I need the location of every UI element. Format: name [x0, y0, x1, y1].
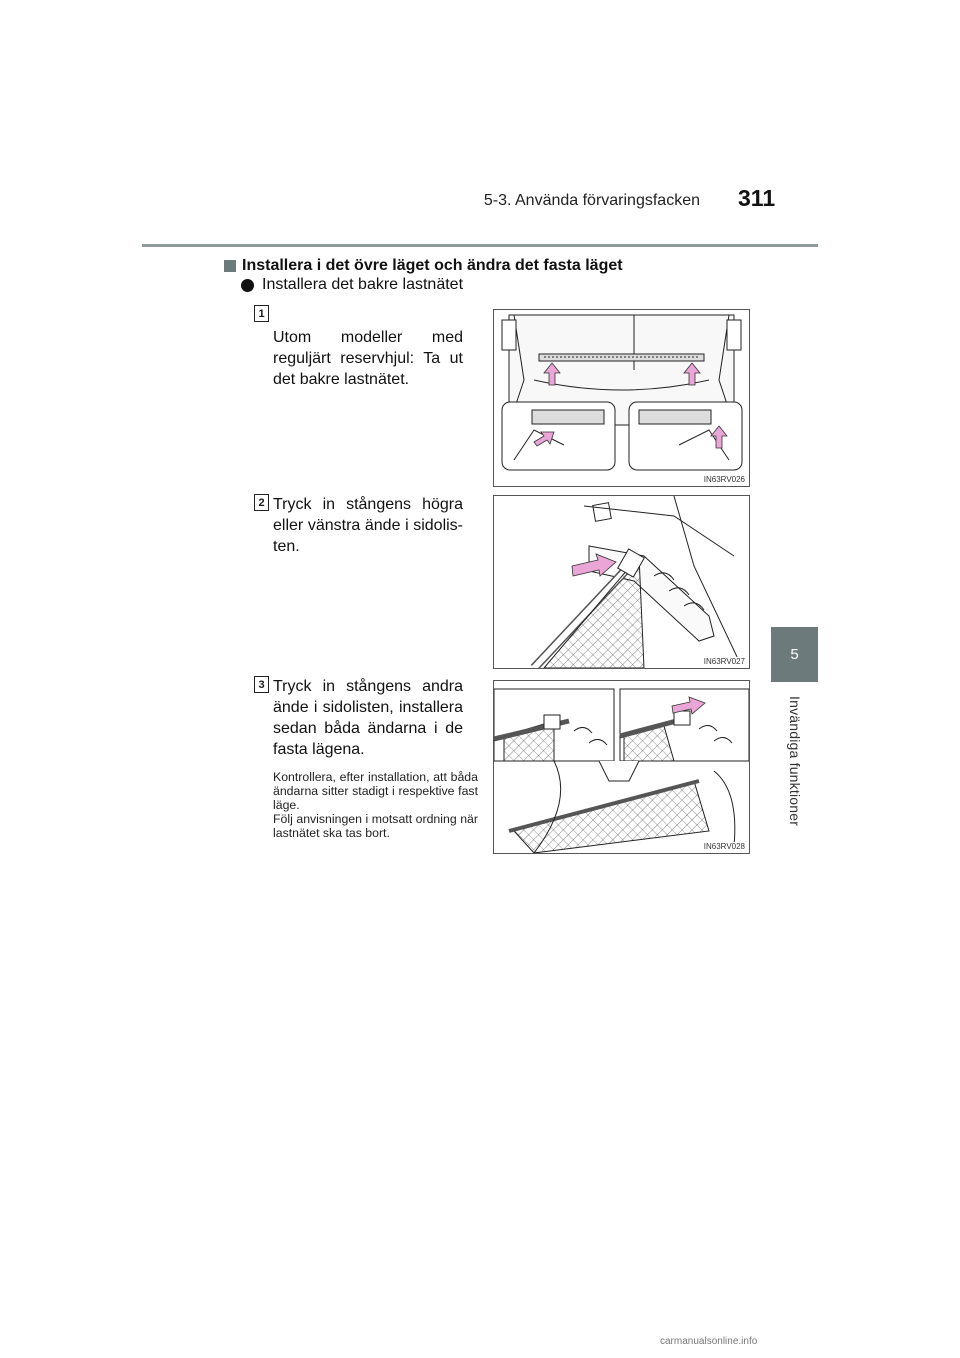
step-text-3: Tryck in stångens andra ände i sidolisten, installera sedan båda ändarna i de fasta lägena.	[273, 678, 463, 758]
section-heading	[224, 257, 623, 275]
step-number-1: 1	[254, 305, 269, 322]
figure-code-2: IN63RV027	[703, 657, 745, 666]
sub-heading	[241, 276, 463, 294]
notes	[273, 770, 478, 840]
header-divider	[142, 244, 818, 247]
step-number-3: 3	[254, 676, 269, 693]
chapter-number: 5	[790, 646, 799, 663]
square-bullet-icon	[224, 260, 236, 272]
chapter-title: Invändiga funktioner	[787, 696, 803, 827]
step-number-2: 2	[254, 494, 269, 511]
circle-bullet-icon	[241, 279, 254, 292]
note-2: Följ anvisningen i motsatt ordning när lastnätet ska tas bort.	[273, 812, 478, 840]
figure-insert-bar-end	[493, 495, 750, 669]
chapter-tab[interactable]	[771, 627, 818, 682]
page-number: 311	[738, 185, 776, 211]
figure-remove-rear-net	[493, 309, 750, 487]
footer-watermark[interactable]: carmanualsonline.info	[660, 1336, 758, 1347]
step-text-2: Tryck in stångens högra eller vänstra ände i sidolis-ten.	[273, 496, 463, 555]
note-1: Kontrollera, efter installation, att båda ändarna sitter stadigt i respektive fast läge.	[273, 770, 478, 812]
figure-fix-both-ends	[493, 680, 750, 854]
figure-code-3: IN63RV028	[703, 842, 745, 851]
figure-code-1: IN63RV026	[703, 475, 745, 484]
sub-heading-text: Installera det bakre lastnätet	[262, 276, 464, 293]
header-section-title: 5-3. Använda förvaringsfacken	[483, 192, 700, 209]
step-text-1: Utom modeller med reguljärt reservhjul: Ta ut det bakre lastnätet.	[273, 329, 463, 388]
section-heading-text: Installera i det övre läget och ändra det fasta läget	[242, 257, 623, 274]
